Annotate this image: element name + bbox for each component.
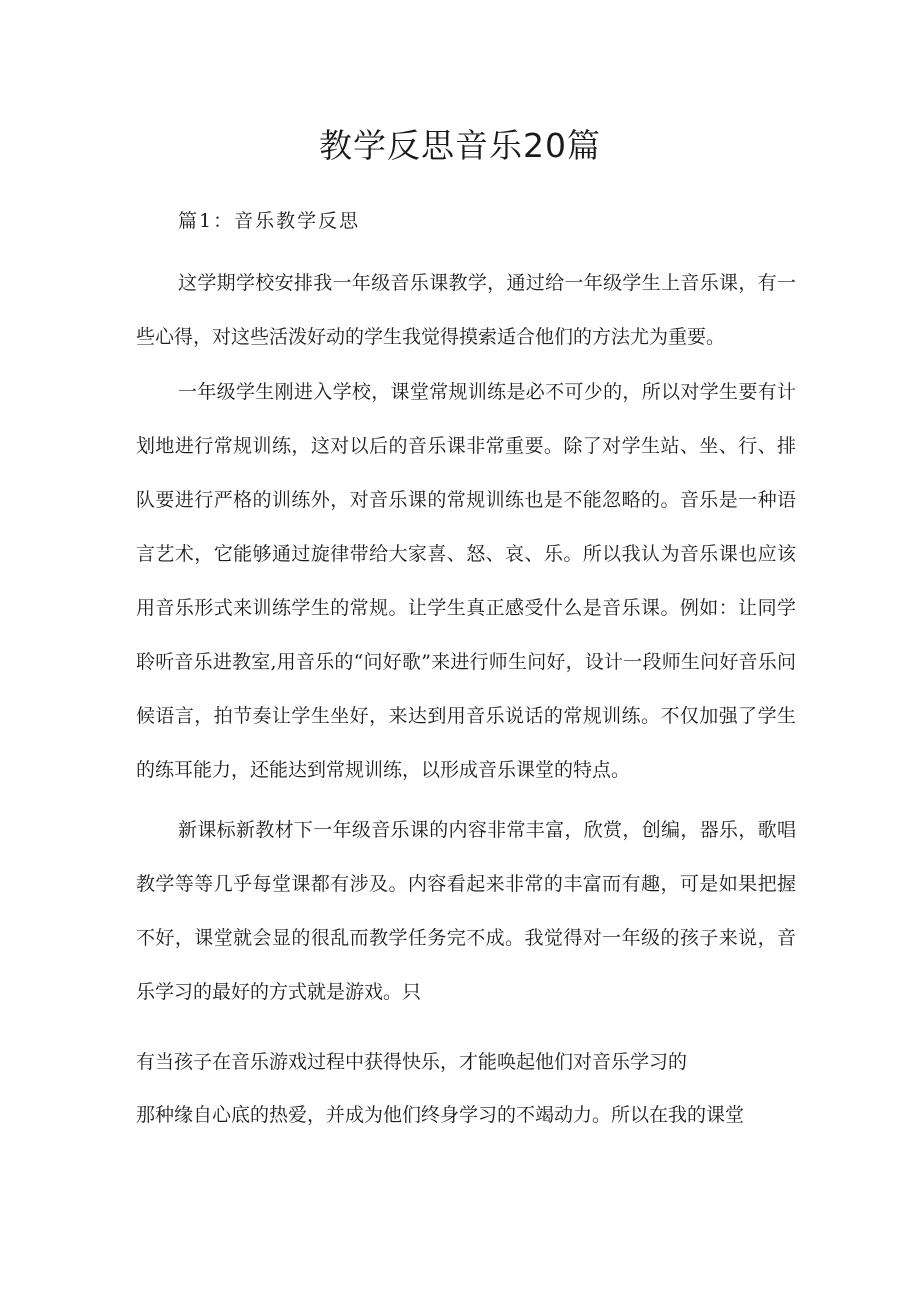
paragraph: 新课标新教材下一年级音乐课的内容非常丰富，欣赏，创编，器乐，歌唱教学等等几乎每堂课都有涉及。内容看起来非常的丰富而有趣，可是如果把握不好，课堂就会显的很乱而教学任务完不成。我觉得对一年级的孩子来说，音乐学习的最好的方式就是游戏。只 (136, 819, 796, 1003)
section-heading: 篇1：音乐教学反思 (178, 210, 361, 232)
paragraph: 一年级学生刚进入学校，课堂常规训练是必不可少的，所以对学生要有计划地进行常规训练，这对以后的音乐课非常重要。除了对学生站、坐、行、排队要进行严格的训练外，对音乐课的常规训练也是不能忽略的。音乐是一种语言艺术，它能够通过旋律带给大家喜、怒、哀、乐。所以我认为音乐课也应该用音乐形式来训练学生的常规。让学生真正感受什么是音乐课。例如：让同学聆听音乐进教室,用音乐的“问好歌”来进行师生问好，设计一段师生问好音乐问候语言，拍节奏让学生坐好，来达到用音乐说话的常规训练。不仅加强了学生的练耳能力，还能达到常规训练，以形成音乐课堂的特点。 (136, 381, 796, 781)
continuation-line: 那种缘自心底的热爱，并成为他们终身学习的不竭动力。所以在我的课堂 (136, 1104, 745, 1126)
paragraph: 这学期学校安排我一年级音乐课教学，通过给一年级学生上音乐课，有一些心得，对这些活泼好动的学生我觉得摸索适合他们的方法尤为重要。 (136, 272, 796, 348)
document-title: 教学反思音乐20篇 (319, 126, 601, 165)
continuation-line: 有当孩子在音乐游戏过程中获得快乐，才能唤起他们对音乐学习的 (136, 1051, 688, 1073)
